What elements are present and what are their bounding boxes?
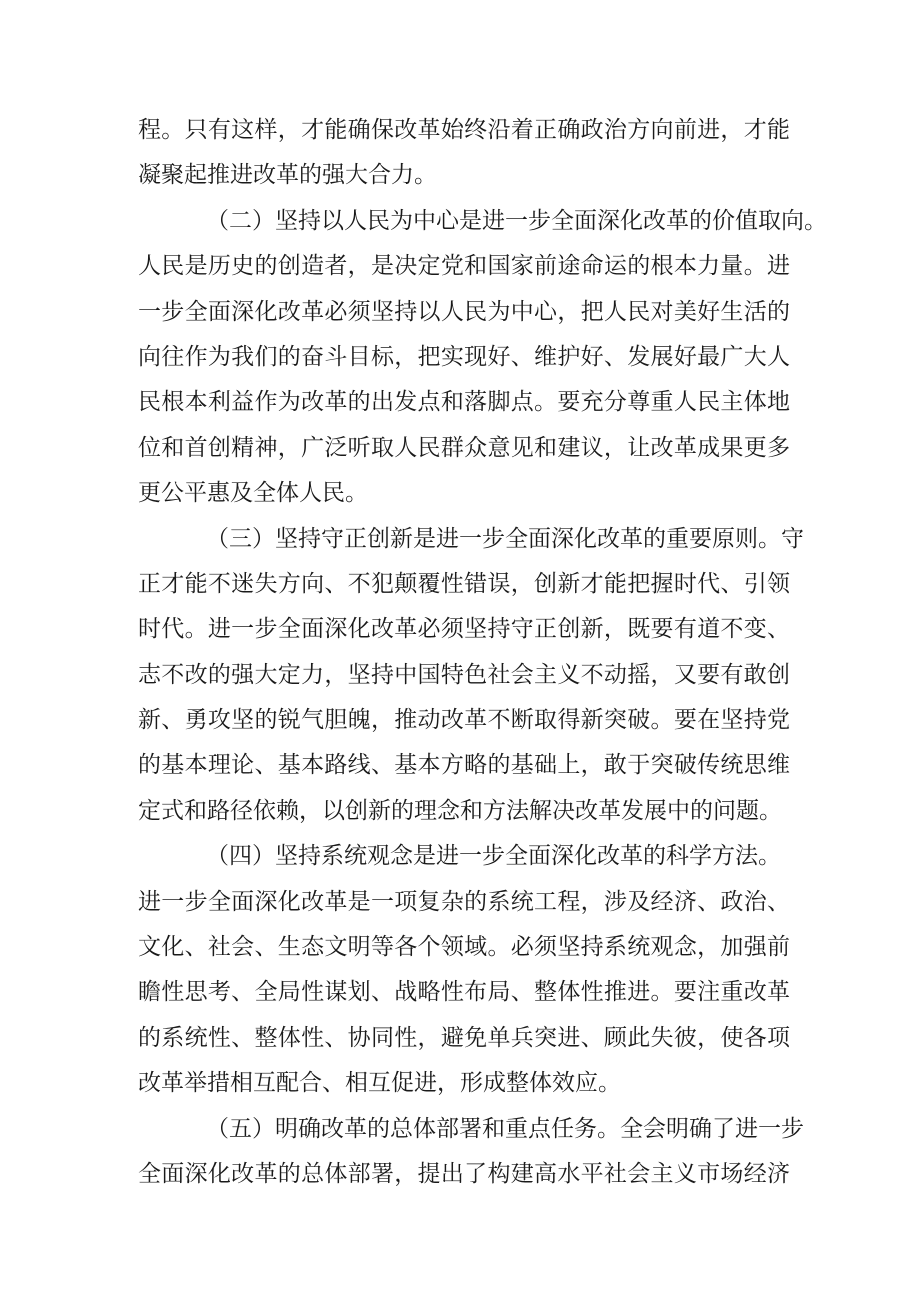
paragraph-heading: （二）坚持以人民为中心是进一步全面深化改革的价值取向。	[206, 207, 827, 234]
text-line: 定式和路径依赖，以创新的理念和方法解决改革发展中的问题。	[138, 797, 782, 824]
text-line: 志不改的强大定力，坚持中国特色社会主义不动摇，又要有敢创	[138, 661, 790, 688]
text-line: 进一步全面深化改革是一项复杂的系统工程，涉及经济、政治、	[138, 888, 790, 915]
text-line: 程。只有这样，才能确保改革始终沿着正确政治方向前进，才能	[138, 117, 790, 143]
paragraph-heading: （五）明确改革的总体部署和重点任务。全会明确了进一步	[206, 1115, 804, 1142]
text-line: 人民是历史的创造者，是决定党和国家前途命运的根本力量。进	[138, 253, 790, 280]
paragraph-heading: （三）坚持守正创新是进一步全面深化改革的重要原则。守	[206, 525, 804, 552]
text-line: 民根本利益作为改革的出发点和落脚点。要充分尊重人民主体地	[138, 389, 790, 416]
paragraph-heading: （四）坚持系统观念是进一步全面深化改革的科学方法。	[206, 843, 781, 870]
text-line: 瞻性思考、全局性谋划、战略性布局、整体性推进。要注重改革	[138, 979, 790, 1006]
text-line: 位和首创精神，广泛听取人民群众意见和建议，让改革成果更多	[138, 434, 790, 461]
text-line: 的基本理论、基本路线、基本方略的基础上，敢于突破传统思维	[138, 752, 790, 779]
text-line: 正才能不迷失方向、不犯颠覆性错误，创新才能把握时代、引领	[138, 570, 790, 597]
text-line: 凝聚起推进改革的强大合力。	[138, 162, 437, 189]
text-line: 的系统性、整体性、协同性，避免单兵突进、顾此失彼，使各项	[138, 1024, 790, 1051]
text-line: 更公平惠及全体人民。	[138, 480, 368, 507]
text-line: 改革举措相互配合、相互促进，形成整体效应。	[138, 1070, 621, 1097]
text-line: 一步全面深化改革必须坚持以人民为中心，把人民对美好生活的	[138, 298, 790, 325]
text-line: 全面深化改革的总体部署，提出了构建高水平社会主义市场经济	[138, 1160, 790, 1187]
body-text	[138, 108, 827, 1197]
text-line: 向往作为我们的奋斗目标，把实现好、维护好、发展好最广大人	[138, 343, 790, 370]
text-line: 新、勇攻坚的锐气胆魄，推动改革不断取得新突破。要在坚持党	[138, 707, 790, 734]
text-line: 时代。进一步全面深化改革必须坚持守正创新，既要有道不变、	[138, 616, 790, 643]
text-line: 文化、社会、生态文明等各个领域。必须坚持系统观念，加强前	[138, 934, 790, 961]
